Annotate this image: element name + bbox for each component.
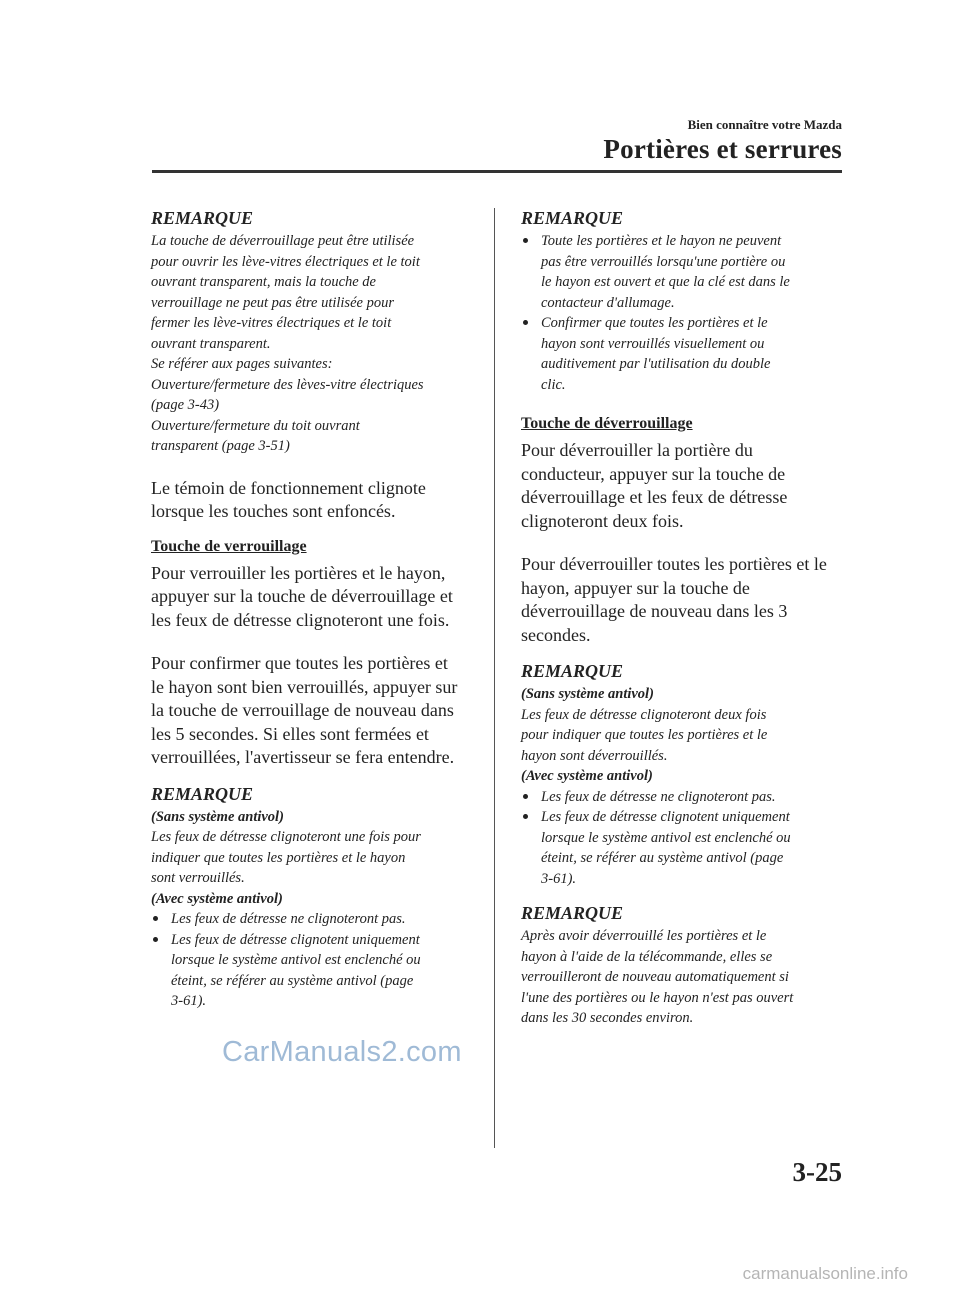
note-block: [521, 208, 839, 395]
bullet-icon: [153, 916, 158, 921]
list-item: Les feux de détresse ne clignoteront pas.: [521, 787, 839, 808]
note-block: [521, 661, 839, 889]
body-paragraph: Pour confirmer que toutes les portières et le hayon sont bien verrouillés, appuyer sur la touche de verrouillage de nouveau dans les 5 secondes. Si elles sont fermées et verrouillées, l'avertisseur se fera entendre.: [151, 653, 458, 767]
list-item: Les feux de détresse clignotent uniquement lorsque le système antivol est enclenché ou éteint, se référer au système antivol (page 3-61).: [151, 930, 469, 1012]
body-paragraph: Le témoin de fonctionnement clignote lorsque les touches sont enfoncés.: [151, 477, 426, 521]
note-subheading: (Sans système antivol): [521, 686, 654, 702]
note-subheading: (Avec système antivol): [521, 768, 653, 784]
list-item: Les feux de détresse clignotent uniquement lorsque le système antivol est enclenché ou éteint, se référer au système antivol (page 3-61).: [521, 807, 839, 889]
note-heading: REMARQUE: [521, 208, 624, 228]
lock-button-heading: Touche de verrouillage: [151, 537, 307, 555]
list-item: Toute les portières et le hayon ne peuvent pas être verrouillés lorsqu'une portière ou le hayon est ouvert et que la clé est dans le contacteur d'allumage.: [521, 231, 839, 313]
note-heading: REMARQUE: [521, 661, 624, 681]
footer-watermark: carmanualsonline.info: [742, 1264, 908, 1283]
page-title: Portières et serrures: [603, 134, 842, 164]
right-column: [521, 208, 839, 1029]
body-paragraph: Pour déverrouiller toutes les portières et le hayon, appuyer sur la touche de déverrouillage de nouveau dans les 3 secondes.: [521, 554, 827, 645]
list-item: Confirmer que toutes les portières et le hayon sont verrouillés visuellement ou auditivement par l'utilisation du double clic.: [521, 313, 839, 395]
column-divider: [494, 208, 495, 1148]
watermark-logo: CarManuals2.com: [222, 1036, 462, 1068]
note-text: La touche de déverrouillage peut être utilisée pour ouvrir les lève-vitres électriques et le toit ouvrant transparent, mais la touche de verrouillage ne peut pas être utilisée pour fermer les lève-vitres électriques et le toit ouvrant transparent. Se référer aux pages suivantes: Ouverture/fermeture des lèves-vitre électriques (page 3-43) Ouverture/fermeture du toit ouvrant transparent (page 3-51): [151, 233, 424, 454]
header-rule: [152, 170, 842, 173]
page-number: 3-25: [792, 1157, 842, 1187]
bullet-icon: [523, 320, 528, 325]
note-subheading: (Avec système antivol): [151, 890, 283, 907]
unlock-button-heading: Touche de déverrouillage: [521, 415, 693, 432]
note-subheading: (Sans système antivol): [151, 808, 284, 825]
note-text: Les feux de détresse clignoteront une fois pour indiquer que toutes les portières et le hayon sont verrouillés.: [151, 829, 421, 886]
bullet-icon: [523, 238, 528, 243]
note-block: [151, 784, 469, 1012]
left-column: [151, 208, 469, 1012]
list-item: Les feux de détresse ne clignoteront pas.: [151, 909, 469, 930]
note-text: Les feux de détresse clignoteront deux fois pour indiquer que toutes les portières et le hayon sont déverrouillés.: [521, 706, 768, 764]
note-heading: REMARQUE: [521, 903, 624, 923]
body-paragraph: Pour déverrouiller la portière du conducteur, appuyer sur la touche de déverrouillage et les feux de détresse clignoteront deux fois.: [521, 440, 788, 531]
section-subtitle: Bien connaître votre Mazda: [687, 117, 842, 132]
bullet-icon: [523, 794, 528, 799]
body-paragraph: Pour verrouiller les portières et le hayon, appuyer sur la touche de déverrouillage et les feux de détresse clignoteront une fois.: [151, 562, 453, 630]
note-block: [521, 903, 839, 1029]
bullet-icon: [523, 814, 528, 819]
note-heading: REMARQUE: [151, 783, 254, 804]
note-block: [151, 208, 469, 457]
note-bullet-list: [521, 787, 839, 890]
note-bullet-list: [151, 909, 469, 1012]
note-text: Après avoir déverrouillé les portières et le hayon à l'aide de la télécommande, elles se verrouilleront de nouveau automatiquement si l'une des portières ou le hayon n'est pas ouvert dans les 30 secondes environ.: [521, 928, 794, 1026]
note-heading: REMARQUE: [151, 208, 254, 228]
bullet-icon: [153, 937, 158, 942]
note-bullet-list: [521, 231, 839, 395]
